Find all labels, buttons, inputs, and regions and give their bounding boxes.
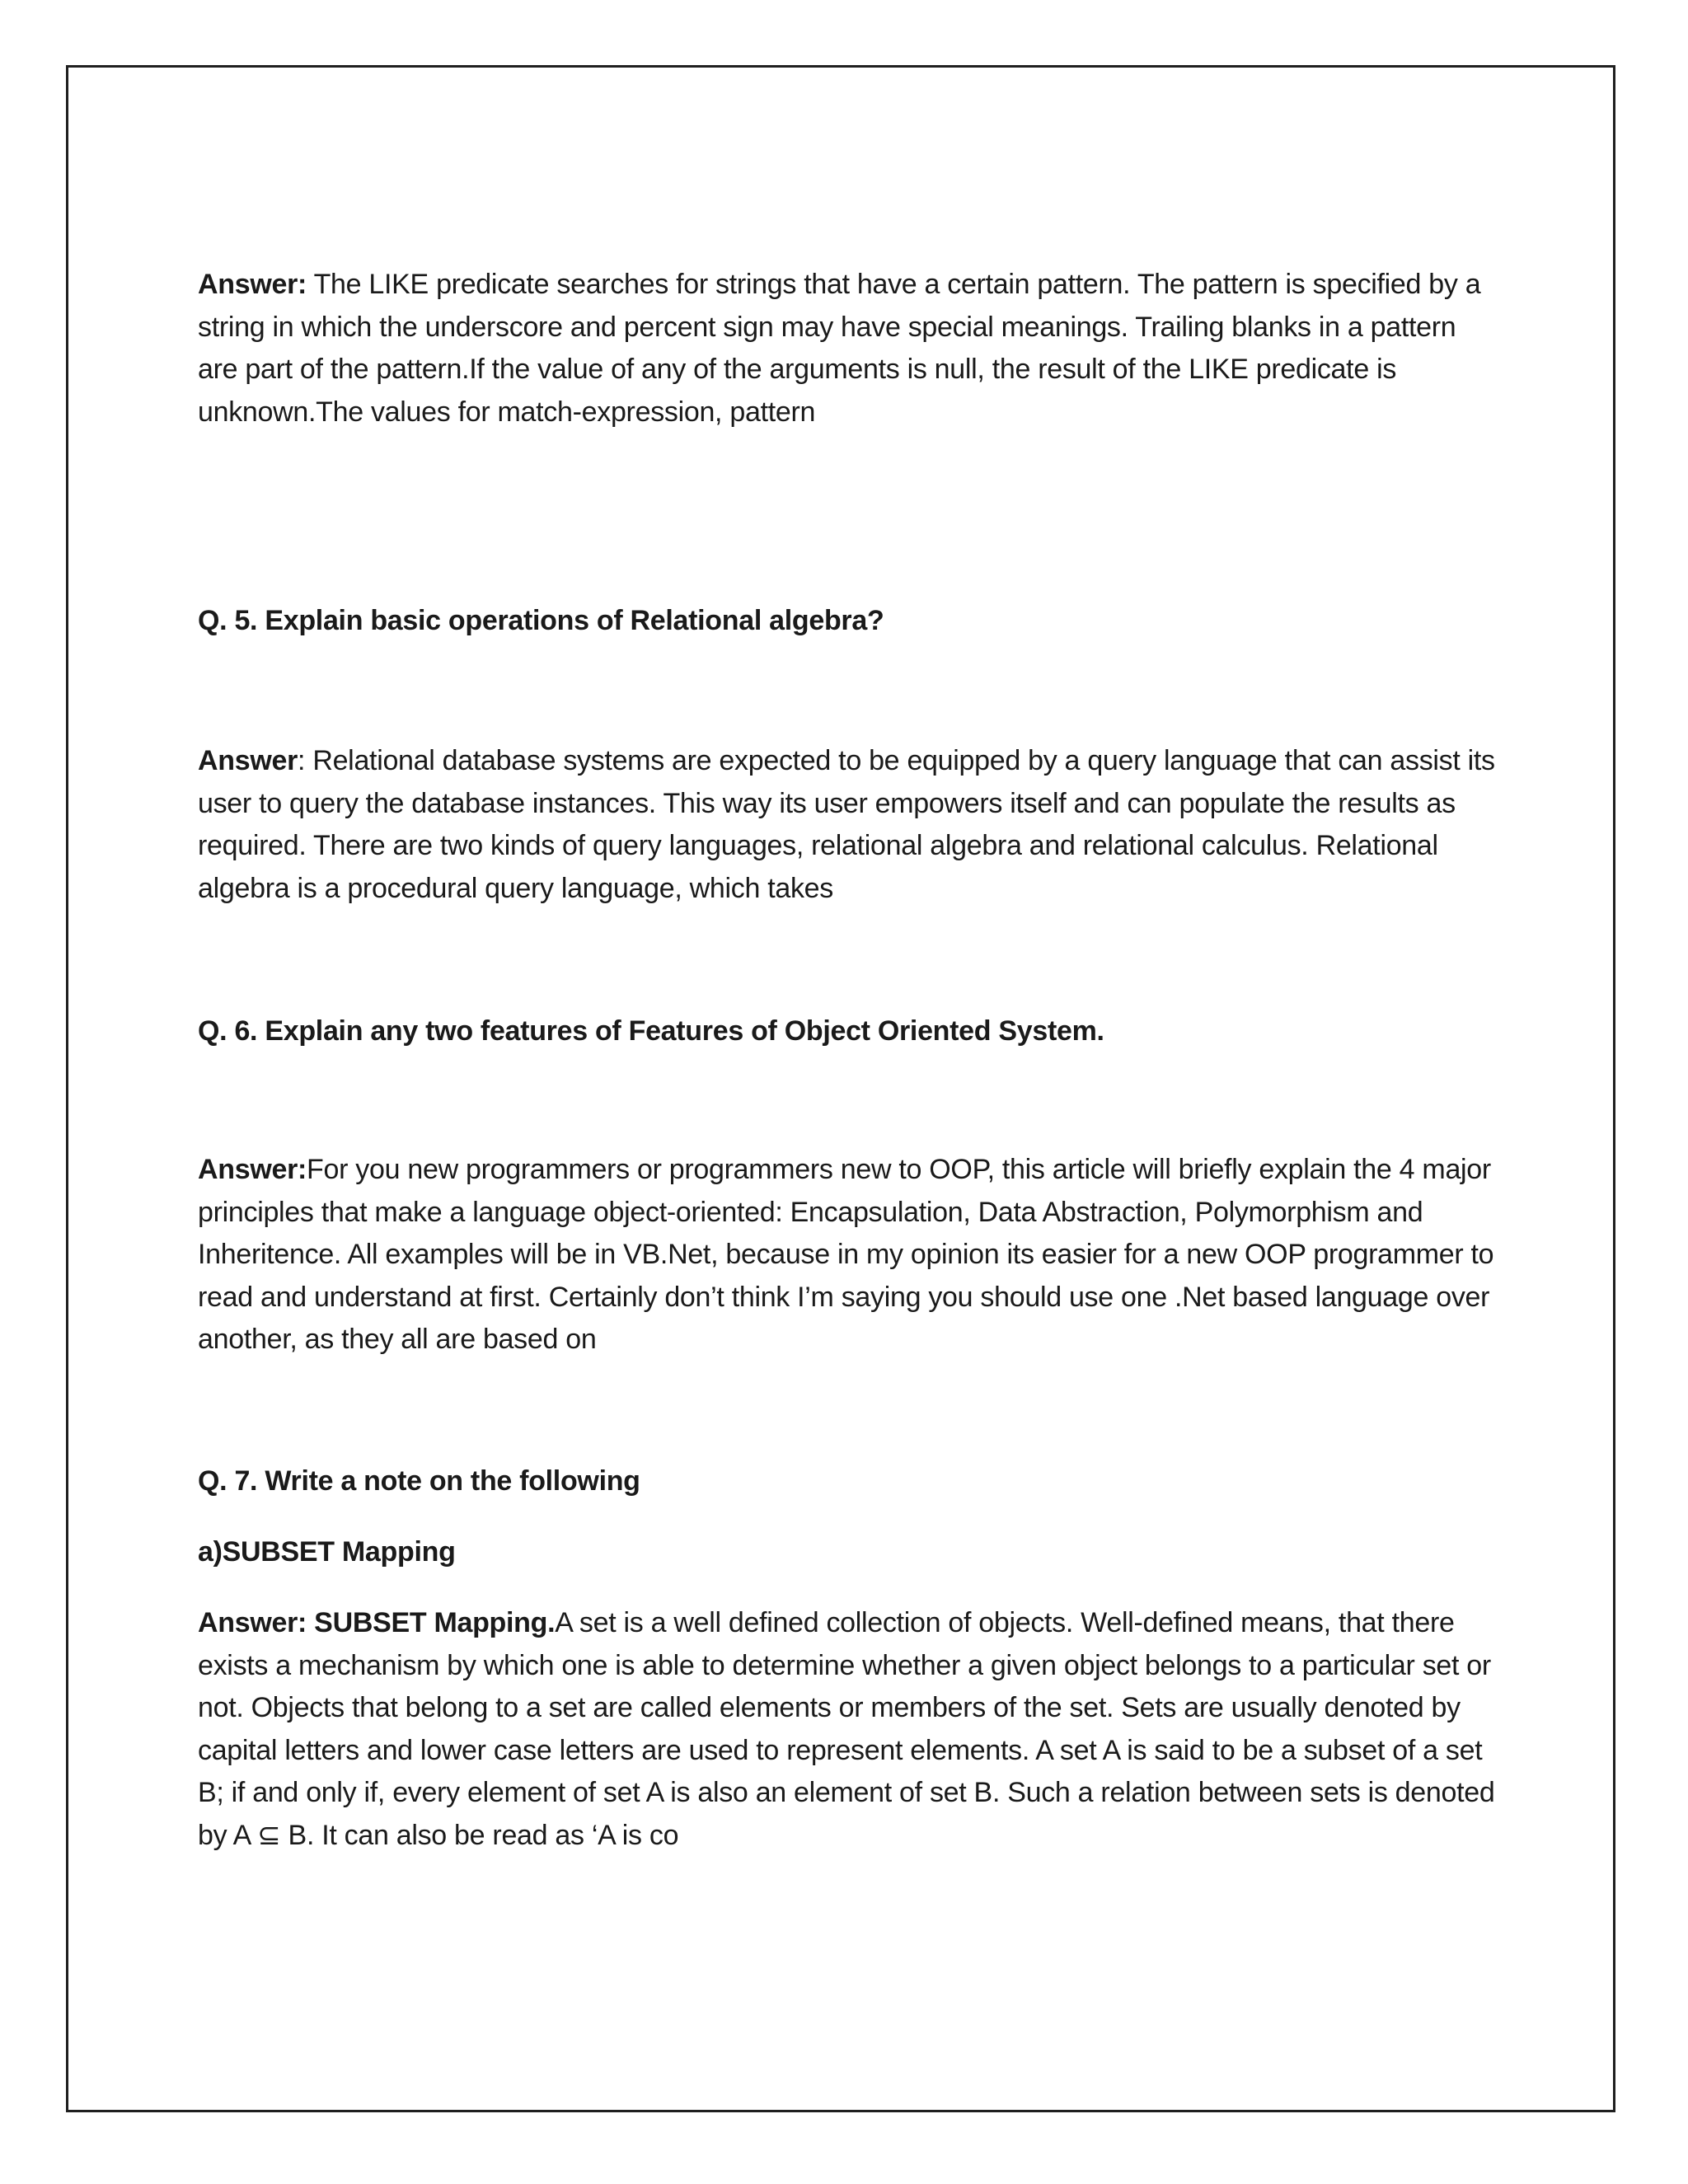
question-5: Q. 5. Explain basic operations of Relational algebra? xyxy=(198,605,884,636)
answer-label: Answer: xyxy=(198,269,307,300)
answer-text: : Relational database systems are expected to be equipped by a query language that can assist its user to query the database instances. This way its user empowers itself and can populate the results as required. There are two kinds of query languages, relational algebra and relational calculus. Relational algebra is a procedural query language, which takes xyxy=(198,745,1495,904)
answer-text: For you new programmers or programmers new to OOP, this article will briefly explain the 4 major principles that make a language object-oriented: Encapsulation, Data Abstraction, Polymorphism and Inheritence. All examples will be in VB.Net, because in my opinion its easier for a new OOP programmer to read and understand at first. Certainly don’t think I’m saying you should use one .Net based language over another, as they all are based on xyxy=(198,1154,1494,1355)
answer-q7 xyxy=(198,1602,1500,1857)
answer-label: Answer: xyxy=(198,1154,307,1185)
subheading-subset-mapping: a)SUBSET Mapping xyxy=(198,1536,456,1568)
question-6: Q. 6. Explain any two features of Features of Object Oriented System. xyxy=(198,1015,1104,1047)
question-7: Q. 7. Write a note on the following xyxy=(198,1465,640,1497)
answer-text: A set is a well defined collection of objects. Well-defined means, that there exists a mechanism by which one is able to determine whether a given object belongs to a particular set or not. Objects that belong to a set are called elements or members of the set. Sets are usually denoted by capital letters and lower case letters are used to represent elements. A set A is said to be a subset of a set B; if and only if, every element of set A is also an element of set B. Such a relation between sets is denoted by A ⊆ B. It can also be read as ‘A is co xyxy=(198,1607,1495,1851)
answer-q5 xyxy=(198,740,1500,910)
answer-q6 xyxy=(198,1149,1500,1361)
answer-q4 xyxy=(198,264,1500,434)
answer-text: The LIKE predicate searches for strings that have a certain pattern. The pattern is specified by a string in which the underscore and percent sign may have special meanings. Trailing blanks in a pattern are part of the pattern.If the value of any of the arguments is null, the result of the LIKE predicate is unknown.The values for match-expression, pattern xyxy=(198,269,1481,428)
answer-label: Answer: SUBSET Mapping. xyxy=(198,1607,556,1638)
answer-label: Answer xyxy=(198,745,298,776)
